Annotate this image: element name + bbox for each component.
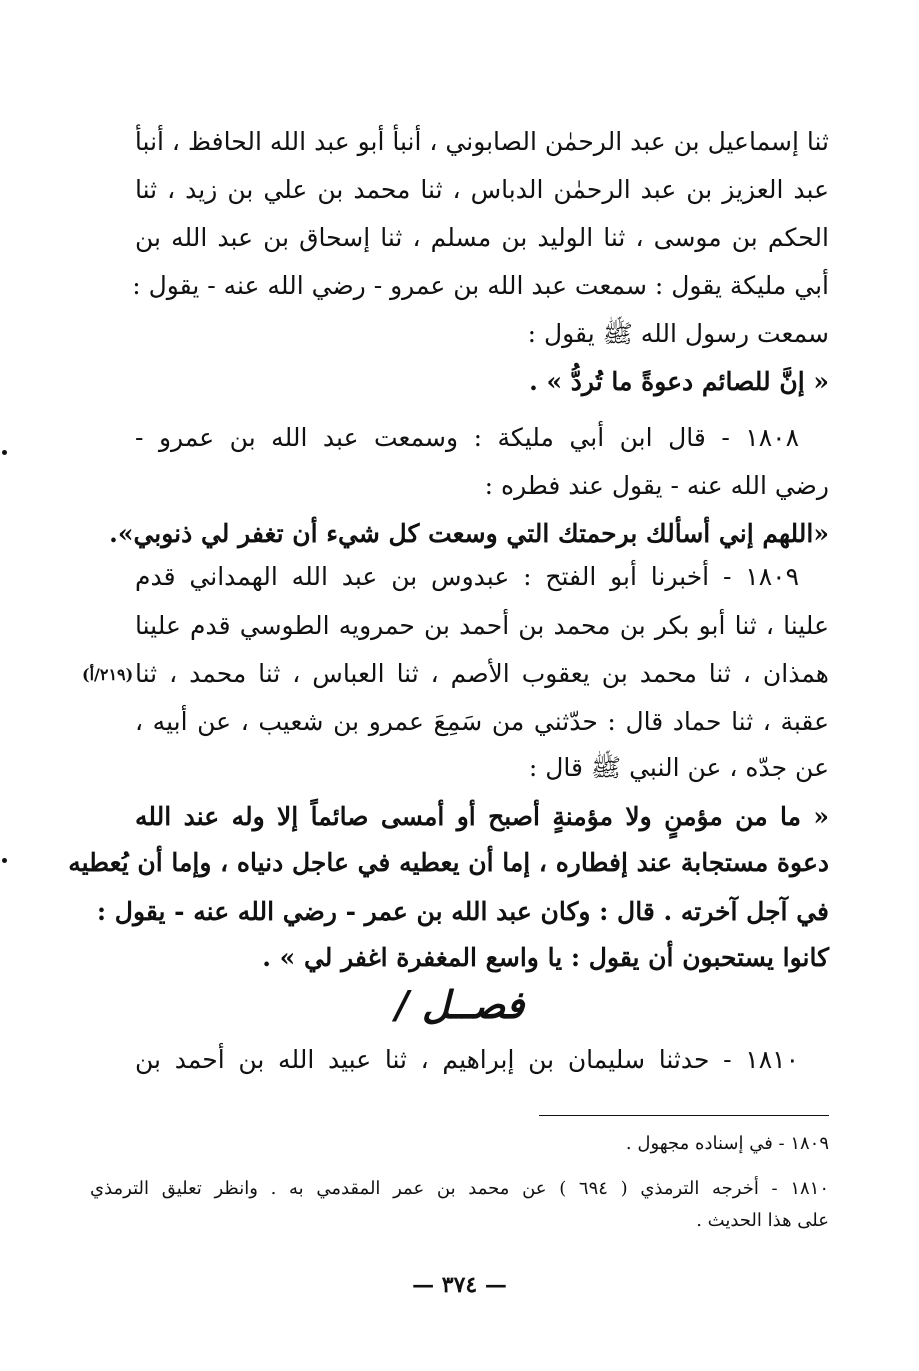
hadith-quote-3-line-2: دعوة مستجابة عند إفطاره ، إما أن يعطيه في عاجل دنياه ، وإما أن يُعطيه: [68, 848, 829, 877]
text-line-11: علينا ، ثنا أبو بكر بن محمد بن أحمد بن حمرويه الطوسي قدم علينا: [135, 611, 829, 640]
section-title: فصــل /: [394, 982, 525, 1027]
text-line-13: عقبة ، ثنا حماد قال : حدّثني من سَمِعَ عمرو بن شعيب ، عن أبيه ،: [135, 707, 829, 736]
text-line-12: همذان ، ثنا محمد بن يعقوب الأصم ، ثنا العباس ، ثنا محمد ، ثنا: [135, 659, 829, 688]
hadith-quote-1: « إنَّ للصائم دعوةً ما تُردُّ » .: [529, 367, 829, 396]
text-line-3: الحكم بن موسى ، ثنا الوليد بن مسلم ، ثنا إسحاق بن عبد الله بن: [135, 223, 829, 252]
page-number: — ٣٧٤ —: [412, 1272, 507, 1298]
text-line-2: عبد العزيز بن عبد الرحمٰن الدباس ، ثنا محمد بن علي بن زيد ، ثنا: [135, 175, 829, 204]
footnote-divider: [539, 1115, 829, 1116]
text-line-5: سمعت رسول الله ﷺ يقول :: [527, 319, 829, 348]
margin-mark: [2, 450, 7, 455]
margin-mark: [2, 858, 7, 863]
footnote-1810-line-1: ١٨١٠ - أخرجه الترمذي ( ٦٩٤ ) عن محمد بن عمر المقدمي به . وانظر تعليق الترمذي: [90, 1178, 829, 1199]
text-line-4: أبي مليكة يقول : سمعت عبد الله بن عمرو - رضي الله عنه - يقول :: [132, 271, 829, 300]
hadith-1809-start: ١٨٠٩ - أخبرنا أبو الفتح : عبدوس بن عبد الله الهمداني قدم: [135, 562, 799, 591]
manuscript-folio-note: (٢١٩/أ): [82, 665, 134, 684]
hadith-1810-start: ١٨١٠ - حدثنا سليمان بن إبراهيم ، ثنا عبيد الله بن أحمد بن: [135, 1045, 799, 1074]
text-line-14: عن جدّه ، عن النبي ﷺ قال :: [528, 753, 829, 782]
text-line-8: رضي الله عنه - يقول عند فطره :: [484, 471, 829, 500]
hadith-quote-3-line-4: كانوا يستحبون أن يقول : يا واسع المغفرة اغفر لي » .: [262, 943, 829, 972]
hadith-quote-3-line-1: « ما من مؤمنٍ ولا مؤمنةٍ أصبح أو أمسى صائماً إلا وله عند الله: [135, 802, 829, 831]
text-line-1: ثنا إسماعيل بن عبد الرحمٰن الصابوني ، أنبأ أبو عبد الله الحافظ ، أنبأ: [134, 127, 829, 156]
hadith-quote-3-line-3: في آجل آخرته . قال : وكان عبد الله بن عمر - رضي الله عنه - يقول :: [96, 897, 829, 926]
footnote-1810-line-2: على هذا الحديث .: [696, 1210, 829, 1231]
footnote-1809: ١٨٠٩ - في إسناده مجهول .: [625, 1133, 829, 1154]
hadith-1808-start: ١٨٠٨ - قال ابن أبي مليكة : وسمعت عبد الله بن عمرو -: [135, 423, 799, 452]
hadith-quote-2: «اللهم إني أسألك برحمتك التي وسعت كل شيء أن تغفر لي ذنوبي».: [109, 519, 829, 548]
